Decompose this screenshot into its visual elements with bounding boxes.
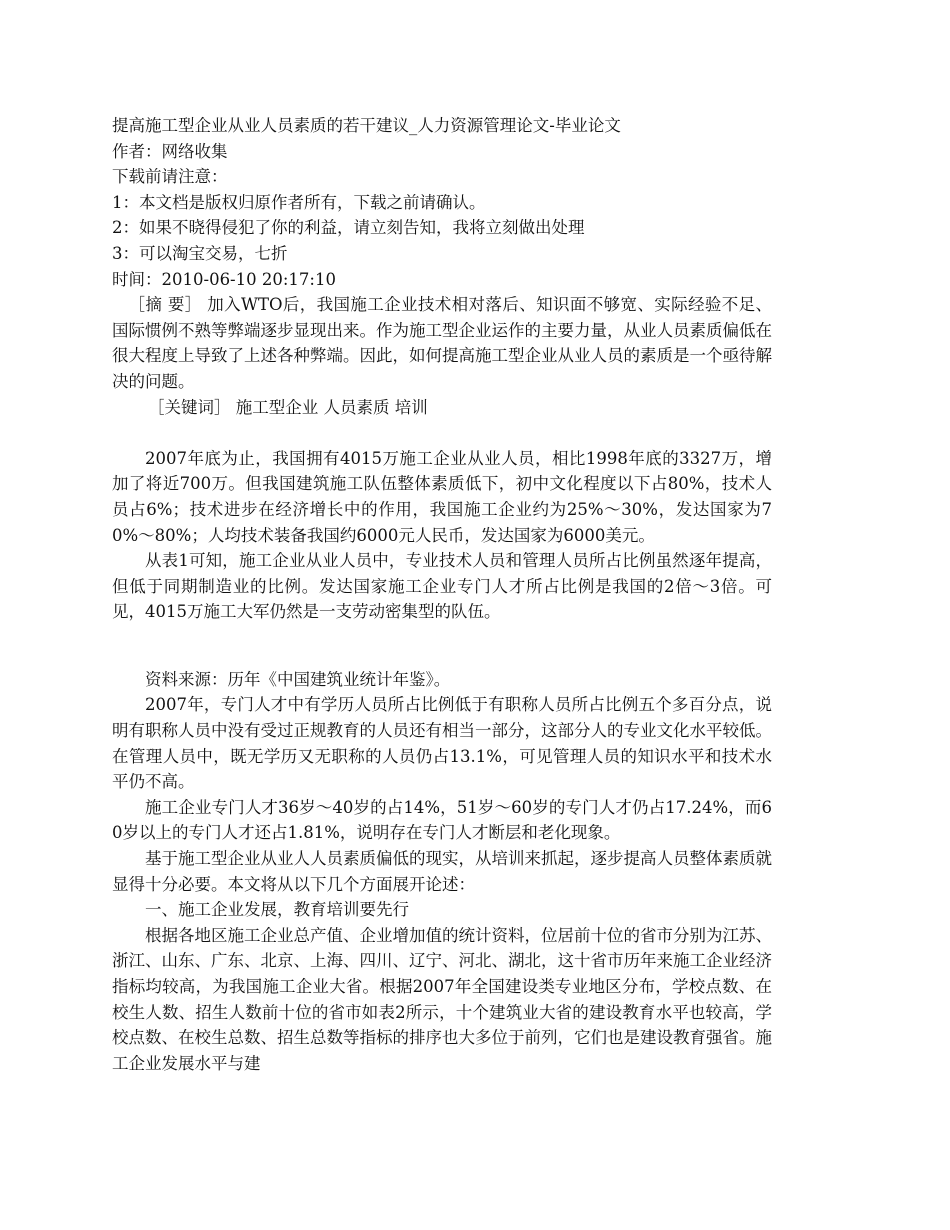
- source-note: 资料来源：历年《中国建筑业统计年鉴》。: [145, 669, 451, 689]
- blank-line: [112, 625, 772, 667]
- body-paragraph: 基于施工型企业从业人人员素质偏低的现实，从培训来抓起，逐步提高人员整体素质就显得十分必要。本文将从以下几个方面展开论述：: [112, 849, 772, 894]
- section-heading: 一、施工企业发展，教育培训要先行: [145, 900, 409, 920]
- document-page: [112, 113, 772, 1076]
- notice-item: 3：可以淘宝交易，七折: [112, 243, 288, 263]
- author-line: 作者：网络收集: [112, 141, 228, 161]
- body-paragraph: 2007年，专门人才中有学历人员所占比例低于有职称人员所占比例五个多百分点，说明有职称人员中没有受过正规教育的人员还有相当一部分，这部分人的专业文化水平较低。在管理人员中，既无学历又无职称的人员仍占13.1%，可见管理人员的知识水平和技术水平仍不高。: [112, 695, 772, 792]
- time-line: 时间：2010-06-10 20:17:10: [112, 269, 336, 289]
- body-paragraph: 从表1可知，施工企业从业人员中，专业技术人员和管理人员所占比例虽然逐年提高，但低于同期制造业的比例。发达国家施工企业专门人才所占比例是我国的2倍～3倍。可见，4015万施工大军仍然是一支劳动密集型的队伍。: [112, 551, 772, 622]
- body-paragraph: 根据各地区施工企业总产值、企业增加值的统计资料，位居前十位的省市分别为江苏、浙江、山东、广东、北京、上海、四川、辽宁、河北、湖北，这十省市历年来施工企业经济指标均较高，为我国施工企业大省。根据2007年全国建设类专业地区分布，学校点数、在校生人数、招生人数前十位的省市如表2所示，十个建筑业大省的建设教育水平也较高，学校点数、在校生总数、招生总数等指标的排序也大多位于前列，它们也是建设教育强省。施工企业发展水平与建: [112, 925, 772, 1073]
- document-title: 提高施工型企业从业人员素质的若干建议_人力资源管理论文-毕业论文: [112, 116, 621, 135]
- notice-item: 1：本文档是版权归原作者所有，下载之前请确认。: [112, 192, 486, 212]
- notice-item: 2：如果不晓得侵犯了你的利益，请立刻告知，我将立刻做出处理: [112, 218, 585, 238]
- notice-title: 下载前请注意：: [112, 167, 228, 187]
- blank-line: [112, 420, 772, 446]
- keywords-line: ［关键词］ 施工型企业 人员素质 培训: [148, 397, 428, 417]
- body-paragraph: 2007年底为止，我国拥有4015万施工企业从业人员，相比1998年底的3327万，增加了将近700万。但我国建筑施工队伍整体素质低下，初中文化程度以下占80%，技术人员占6%；技术进步在经济增长中的作用，我国施工企业约为25%～30%，发达国家为70%～80%；人均技术装备我国约6000元人民币，发达国家为6000美元。: [112, 448, 772, 545]
- body-paragraph: 施工企业专门人才36岁～40岁的占14%，51岁～60岁的专门人才仍占17.24%，而60岁以上的专门人才还占1.81%，说明存在专门人才断层和老化现象。: [112, 797, 772, 843]
- abstract-paragraph: ［摘 要］ 加入WTO后，我国施工企业技术相对落后、知识面不够宽、实际经验不足、国际惯例不熟等弊端逐步显现出来。作为施工型企业运作的主要力量，从业人员素质偏低在很大程度上导致了上述各种弊端。因此，如何提高施工型企业从业人员的素质是一个亟待解决的问题。: [112, 295, 772, 391]
